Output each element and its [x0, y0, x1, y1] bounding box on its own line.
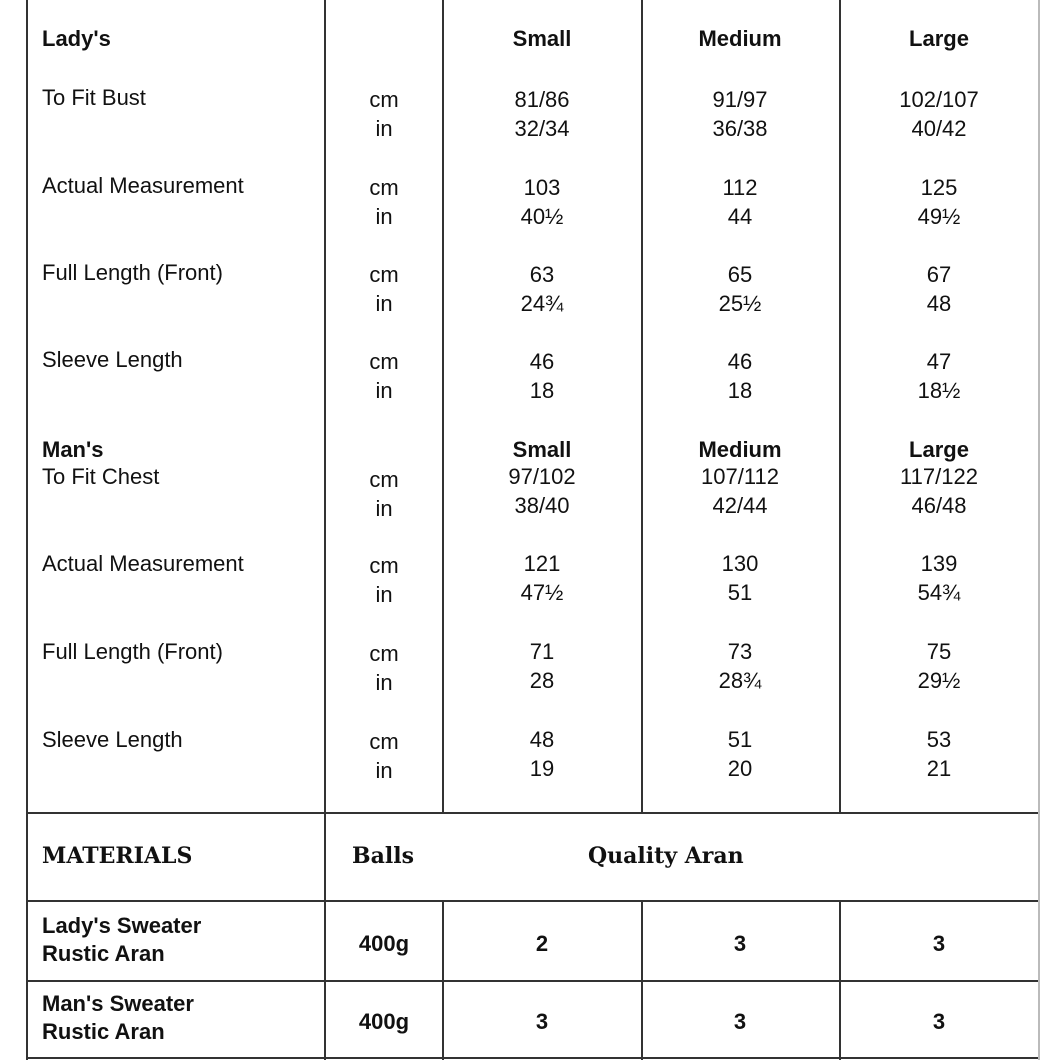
value-cm: 103: [523, 175, 561, 200]
unit-cm: cm: [369, 467, 399, 492]
value-in: 42/44: [712, 493, 768, 518]
value-in: 40½: [520, 204, 564, 229]
value-cm: 53: [926, 727, 952, 752]
size-header-small: Small: [512, 437, 572, 462]
value-cm: 107/112: [701, 464, 779, 489]
materials-heading: MATERIALS: [42, 843, 193, 869]
value-in: 29½: [917, 668, 961, 693]
row-label: Sleeve Length: [42, 347, 183, 372]
materials-top-border: [26, 812, 1038, 814]
value-cm: 91/97: [712, 87, 768, 112]
quality-label: Quality Aran: [588, 843, 744, 869]
unit-cm: cm: [369, 262, 399, 287]
value-cm: 117/122: [900, 464, 978, 489]
size-header-small: Small: [512, 26, 572, 51]
value-cm: 125: [920, 175, 958, 200]
materials-item-line2: Rustic Aran: [42, 941, 165, 966]
ball-count-large: 3: [932, 931, 946, 956]
row-label: Full Length (Front): [42, 260, 223, 285]
value-cm: 139: [920, 551, 958, 576]
row-label: To Fit Chest: [42, 464, 160, 489]
value-in: 48: [926, 291, 952, 316]
value-in: 18: [727, 378, 753, 403]
unit-in: in: [375, 204, 393, 229]
value-cm: 112: [722, 175, 758, 200]
value-in: 51: [727, 580, 753, 605]
table-border-right: [1038, 0, 1040, 1060]
value-cm: 73: [727, 639, 753, 664]
value-cm: 130: [721, 551, 759, 576]
value-cm: 71: [529, 639, 555, 664]
unit-cm: cm: [369, 349, 399, 374]
materials-header-border: [26, 900, 1038, 902]
value-cm: 47: [926, 349, 952, 374]
unit-in: in: [375, 116, 393, 141]
materials-bottom-border: [26, 1057, 1038, 1059]
ball-count-small: 3: [535, 1009, 549, 1034]
row-label: Actual Measurement: [42, 173, 244, 198]
row-label: Sleeve Length: [42, 727, 183, 752]
value-in: 28¾: [718, 668, 762, 693]
value-in: 25½: [718, 291, 762, 316]
row-label: To Fit Bust: [42, 85, 146, 110]
ball-count-small: 2: [535, 931, 549, 956]
value-cm: 65: [727, 262, 753, 287]
row-label: Actual Measurement: [42, 551, 244, 576]
balls-label: Balls: [352, 843, 414, 869]
unit-in: in: [375, 582, 393, 607]
value-in: 21: [926, 756, 952, 781]
value-cm: 48: [529, 727, 555, 752]
section-title-ladys: Lady's: [42, 26, 111, 51]
value-in: 47½: [520, 580, 564, 605]
section-title-mans: Man's: [42, 437, 104, 462]
value-cm: 46: [529, 349, 555, 374]
materials-item-line1: Man's Sweater: [42, 991, 194, 1016]
value-in: 49½: [917, 204, 961, 229]
unit-in: in: [375, 378, 393, 403]
ball-count-large: 3: [932, 1009, 946, 1034]
materials-item-line2: Rustic Aran: [42, 1019, 165, 1044]
value-in: 36/38: [712, 116, 768, 141]
value-cm: 102/107: [899, 87, 979, 112]
size-header-large: Large: [909, 437, 969, 462]
unit-cm: cm: [369, 175, 399, 200]
size-header-medium: Medium: [698, 26, 782, 51]
ball-count-medium: 3: [733, 1009, 747, 1034]
value-cm: 81/86: [514, 87, 570, 112]
value-in: 18: [529, 378, 555, 403]
value-in: 44: [727, 204, 753, 229]
unit-in: in: [375, 758, 393, 783]
value-in: 19: [529, 756, 555, 781]
unit-cm: cm: [369, 87, 399, 112]
unit-cm: cm: [369, 553, 399, 578]
value-in: 32/34: [514, 116, 570, 141]
materials-weight: 400g: [358, 931, 410, 956]
size-header-large: Large: [909, 26, 969, 51]
value-in: 46/48: [911, 493, 967, 518]
value-cm: 67: [926, 262, 952, 287]
materials-item-line1: Lady's Sweater: [42, 913, 202, 938]
value-cm: 51: [727, 727, 753, 752]
value-in: 38/40: [514, 493, 570, 518]
unit-cm: cm: [369, 729, 399, 754]
value-cm: 63: [529, 262, 555, 287]
value-in: 28: [529, 668, 555, 693]
value-in: 18½: [917, 378, 961, 403]
value-cm: 75: [926, 639, 952, 664]
materials-row-border: [26, 980, 1038, 982]
unit-in: in: [375, 670, 393, 695]
value-in: 40/42: [911, 116, 967, 141]
value-cm: 121: [523, 551, 561, 576]
value-cm: 97/102: [508, 464, 576, 489]
ball-count-medium: 3: [733, 931, 747, 956]
row-label: Full Length (Front): [42, 639, 223, 664]
unit-in: in: [375, 291, 393, 316]
size-header-medium: Medium: [698, 437, 782, 462]
materials-weight: 400g: [358, 1009, 410, 1034]
unit-cm: cm: [369, 641, 399, 666]
value-in: 24¾: [520, 291, 564, 316]
unit-in: in: [375, 496, 393, 521]
value-in: 20: [727, 756, 753, 781]
value-cm: 46: [727, 349, 753, 374]
value-in: 54¾: [917, 580, 961, 605]
